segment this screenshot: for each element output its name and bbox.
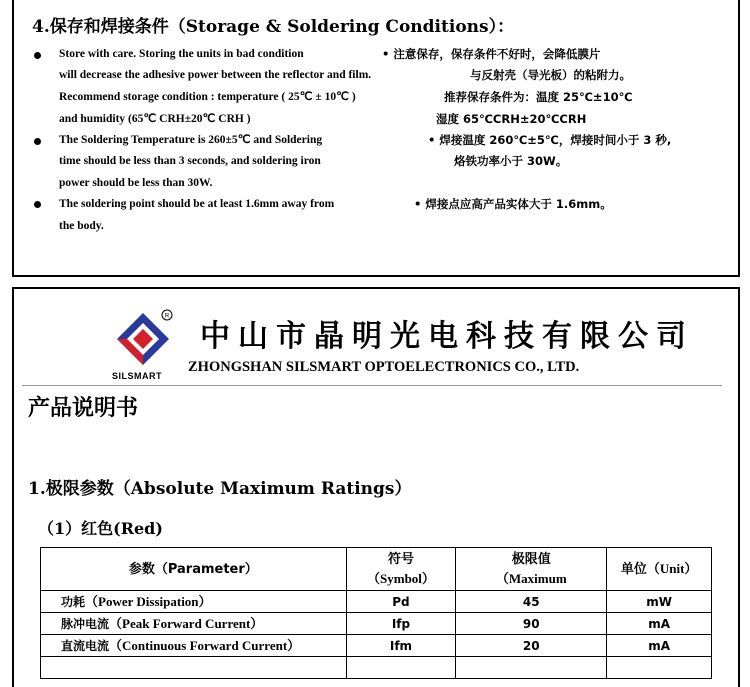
bullet-cn-line: 湿度 65℃CRH±20℃CRH <box>436 112 587 126</box>
bullet-en-line: Recommend storage condition : temperature ( 25℃ ± 10℃ ) <box>59 91 356 103</box>
header-unit: 单位（Unit） <box>607 548 712 591</box>
bullet-cn-line: 烙铁功率小于 30W。 <box>454 154 568 168</box>
max-ratings-table <box>40 547 712 679</box>
subsection-title-red: （1）红色(Red) <box>38 519 163 538</box>
bullet-en-line: power should be less than 30W. <box>59 177 213 189</box>
bullet-en-line: will decrease the adhesive power between the reflector and film. <box>59 69 372 81</box>
bullet-cn-line: • 焊接温度 260℃±5℃，焊接时间小于 3 秒, <box>428 133 672 147</box>
bullet-dot <box>34 138 41 145</box>
table-header-row <box>41 548 712 591</box>
section-title-max-ratings: 1.极限参数（Absolute Maximum Ratings） <box>28 479 412 499</box>
svg-text:R: R <box>164 313 170 320</box>
bullet-en-line: the body. <box>59 220 104 232</box>
bullet-en-line: time should be less than 3 seconds, and soldering iron <box>59 155 321 167</box>
header-symbol: 符号 （Symbol） <box>346 548 456 591</box>
bullet-cn-line: 推荐保存条件为：温度 25℃±10℃ <box>444 90 633 104</box>
company-name-cn: 中山市晶明光电科技有限公司 <box>200 319 694 354</box>
bullet-en-line: The soldering point should be at least 1.6mm away from <box>59 198 335 210</box>
bullet-en-line: Store with care. Storing the units in bad condition <box>59 48 304 60</box>
company-logo-icon <box>113 309 173 369</box>
table-row: 功耗（Power Dissipation） Pd 45 mW <box>41 591 712 613</box>
bullet-cn-line: • 注意保存，保存条件不好时，会降低膜片 <box>382 47 601 61</box>
bullet-cn-line: • 焊接点应高产品实体大于 1.6mm。 <box>414 197 612 211</box>
header-parameter: 参数（Parameter） <box>41 548 347 591</box>
header-maximum: 极限值 （Maximum <box>456 548 607 591</box>
document-title: 产品说明书 <box>28 396 139 421</box>
bullet-en-line: and humidity (65℃ CRH±20℃ CRH ) <box>59 113 251 125</box>
page-storage-section <box>12 0 740 277</box>
table-row: 脉冲电流（Peak Forward Current） Ifp 90 mA <box>41 613 712 635</box>
storage-heading: 4.保存和焊接条件（Storage & Soldering Conditions）： <box>32 17 515 37</box>
company-name-en: ZHONGSHAN SILSMART OPTOELECTRONICS CO., LTD. <box>188 359 580 375</box>
logo-brand-text: SILSMART <box>112 371 162 381</box>
bullet-dot <box>34 52 41 59</box>
bullet-cn-line: 与反射壳（导光板）的粘附力。 <box>470 68 631 82</box>
page-product-spec <box>12 287 740 687</box>
bullet-dot <box>34 201 41 208</box>
bullet-en-line: The Soldering Temperature is 260±5℃ and Soldering <box>59 134 323 146</box>
header-divider <box>22 385 722 386</box>
table-row: 直流电流（Continuous Forward Current） Ifm 20 mA <box>41 635 712 657</box>
